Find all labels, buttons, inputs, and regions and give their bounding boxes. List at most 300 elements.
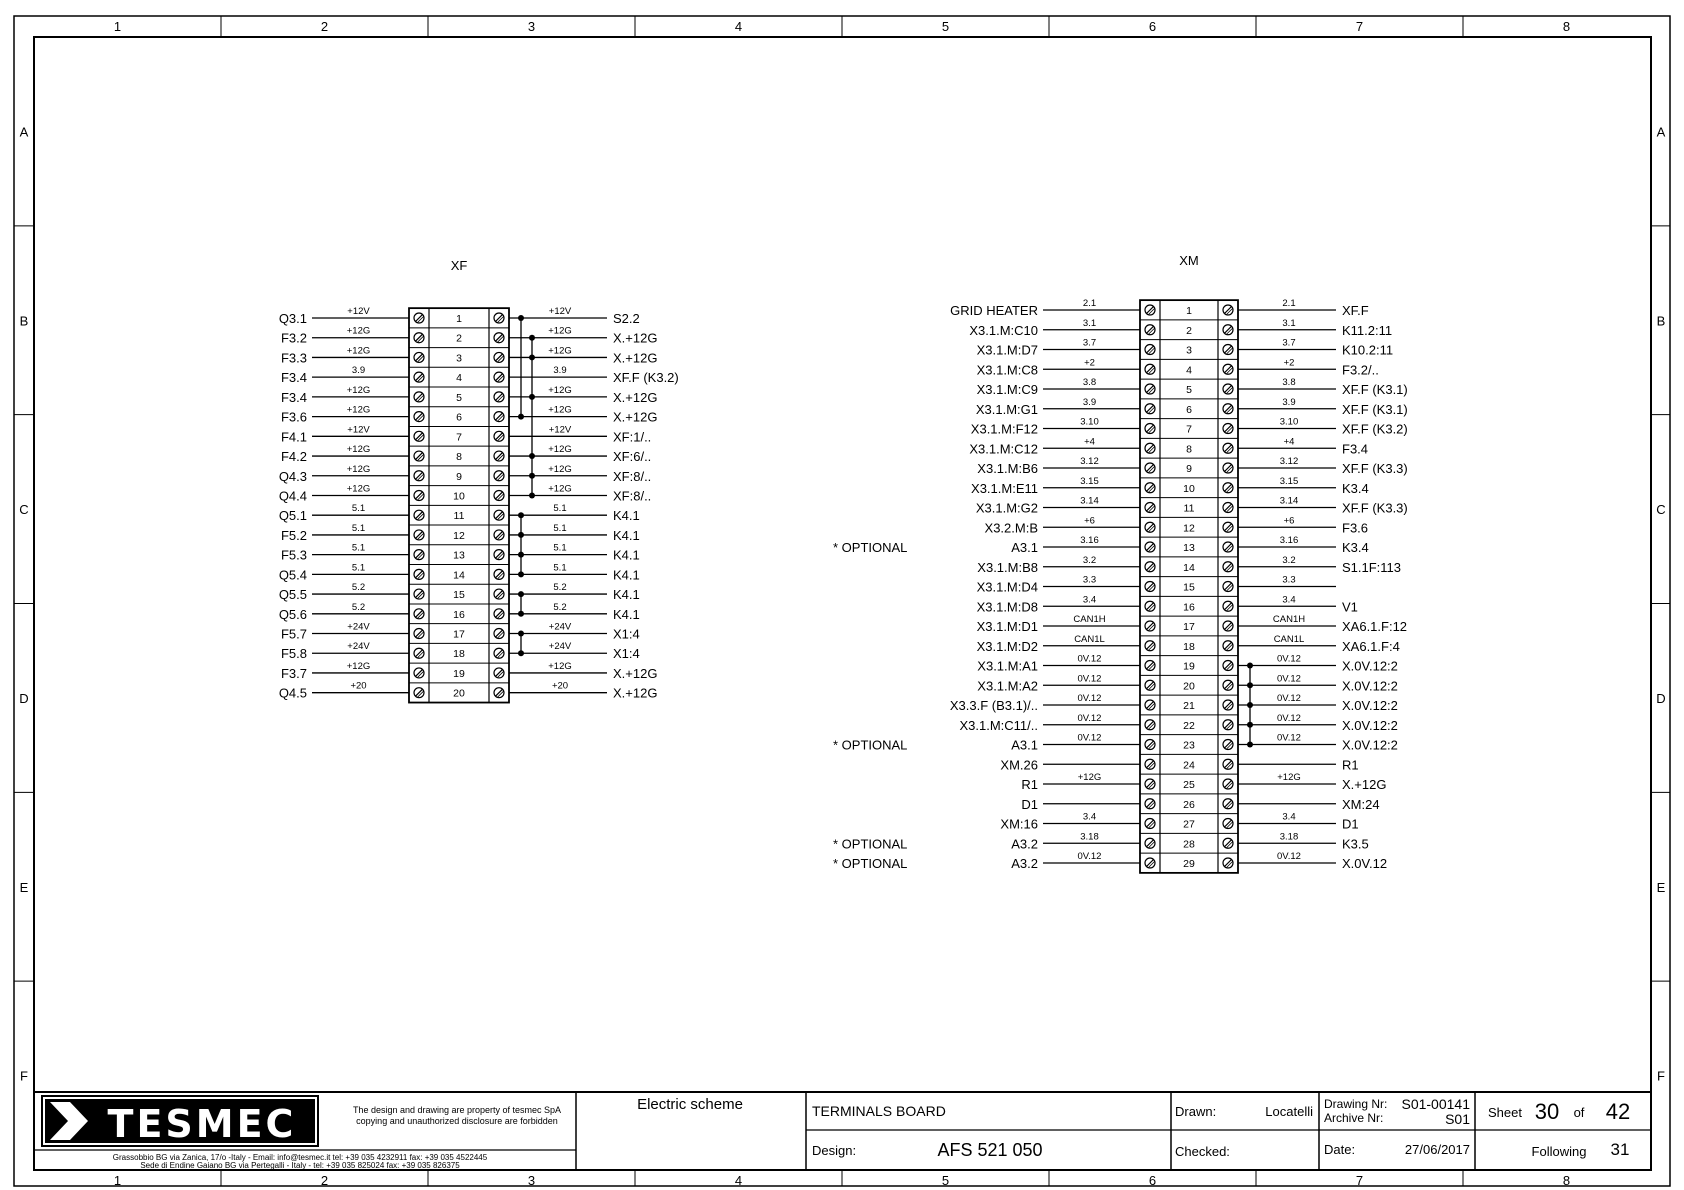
right-destination: F3.6 <box>1342 520 1369 536</box>
screw-terminal-icon <box>1145 819 1155 829</box>
terminal-number: 5 <box>1186 384 1192 396</box>
screw-terminal-icon <box>414 550 424 560</box>
screw-terminal-icon <box>1223 858 1233 868</box>
terminal-row-24 <box>1000 754 1358 772</box>
left-destination: X3.2.M:B <box>984 520 1038 536</box>
terminal-row-27 <box>1000 812 1358 832</box>
screw-terminal-icon <box>1223 483 1233 493</box>
terminal-number: 17 <box>453 628 465 641</box>
terminal-row-15 <box>279 582 640 602</box>
screw-terminal-icon <box>1145 483 1155 493</box>
terminal-row-25 <box>1021 772 1386 792</box>
terminal-row-12 <box>985 515 1368 535</box>
left-wire-label: CAN1L <box>1074 633 1105 645</box>
right-destination: XA6.1.F:4 <box>1342 638 1400 654</box>
right-wire-label: 3.1 <box>1282 317 1296 329</box>
screw-terminal-icon <box>1223 838 1233 848</box>
screw-terminal-icon <box>414 688 424 698</box>
right-destination: K4.1 <box>613 587 640 603</box>
right-wire-label: 0V.12 <box>1277 653 1301 665</box>
row-marker-right: B <box>1656 313 1666 329</box>
right-wire-label: 3.4 <box>1282 594 1296 606</box>
screw-terminal-icon <box>494 392 504 402</box>
optional-note: * OPTIONAL <box>833 856 908 871</box>
left-destination: F5.2 <box>280 527 307 543</box>
junction-dot <box>518 591 524 597</box>
left-destination: Q4.5 <box>278 685 307 701</box>
right-destination: S1.1F:113 <box>1342 559 1402 575</box>
left-wire-label: +12G <box>346 660 371 672</box>
column-marker-top: 3 <box>527 19 536 34</box>
right-destination: K4.1 <box>613 606 640 622</box>
terminal-number: 17 <box>1183 621 1195 633</box>
logo-wordmark: TESMEC <box>107 1102 297 1146</box>
screw-terminal-icon <box>494 372 504 382</box>
column-marker-bottom: 7 <box>1355 1173 1364 1188</box>
left-destination: F3.2 <box>280 330 307 346</box>
screw-terminal-icon <box>1223 700 1233 710</box>
row-marker-right: D <box>1656 690 1666 706</box>
terminal-number: 2 <box>456 332 462 345</box>
sheet-label: Sheet <box>1488 1105 1522 1120</box>
junction-dot <box>518 631 524 637</box>
column-marker-bottom: 1 <box>113 1173 122 1188</box>
screw-terminal-icon <box>1145 582 1155 592</box>
right-wire-label: 0V.12 <box>1277 673 1301 685</box>
following-sheet: 31 <box>1610 1140 1630 1159</box>
terminal-row-23 <box>833 733 1398 753</box>
row-marker-left: C <box>19 502 29 518</box>
junction-dot <box>518 315 524 321</box>
screw-terminal-icon <box>1145 858 1155 868</box>
terminal-row-13 <box>281 543 640 563</box>
screw-terminal-icon <box>414 352 424 362</box>
left-wire-label: 0V.12 <box>1077 851 1102 862</box>
screw-terminal-icon <box>1223 680 1233 690</box>
terminal-row-9 <box>977 456 1407 476</box>
left-wire-label: 3.10 <box>1080 416 1099 428</box>
terminal-row-22 <box>959 713 1397 733</box>
left-destination: R1 <box>1021 777 1038 792</box>
terminal-row-26 <box>1021 794 1379 812</box>
left-wire-label: 3.8 <box>1082 377 1097 388</box>
screw-terminal-icon <box>414 333 424 343</box>
right-wire-label: +20 <box>551 680 569 692</box>
junction-dot <box>529 354 535 360</box>
right-wire-label: 3.8 <box>1282 377 1296 388</box>
column-marker-bottom: 6 <box>1148 1173 1157 1188</box>
left-wire-label: +12V <box>347 424 370 436</box>
right-destination: XF.F (K3.2) <box>613 370 679 386</box>
right-destination: K4.1 <box>613 527 640 543</box>
screw-terminal-icon <box>494 589 504 599</box>
screw-terminal-icon <box>1223 621 1233 631</box>
total-sheets: 42 <box>1605 1099 1631 1124</box>
row-marker-right: C <box>1656 502 1666 518</box>
screw-terminal-icon <box>414 589 424 599</box>
screw-terminal-icon <box>1145 621 1155 631</box>
left-destination: Q4.4 <box>278 488 307 504</box>
terminal-row-19 <box>281 661 657 681</box>
left-destination: GRID HEATER <box>950 303 1038 318</box>
optional-note: * OPTIONAL <box>833 836 908 852</box>
terminal-number: 20 <box>453 687 465 700</box>
right-wire-label: 0V.12 <box>1277 851 1301 862</box>
screw-terminal-icon <box>1145 838 1155 848</box>
drawn-label: Drawn: <box>1175 1104 1217 1119</box>
right-destination: K3.4 <box>1342 480 1369 496</box>
right-wire-label: 3.9 <box>553 365 567 377</box>
left-destination: D1 <box>1021 796 1038 812</box>
terminal-number: 10 <box>453 490 465 503</box>
left-destination: F5.3 <box>280 547 307 563</box>
terminal-board-xm <box>833 253 1408 873</box>
right-destination: XM:24 <box>1342 796 1380 812</box>
left-wire-label: 5.2 <box>351 582 366 594</box>
screw-terminal-icon <box>1145 503 1155 513</box>
screw-terminal-icon <box>1145 522 1155 532</box>
column-marker-top: 4 <box>734 19 743 34</box>
terminal-number: 7 <box>1186 423 1192 436</box>
inner-border <box>34 37 1651 1170</box>
terminal-row-8 <box>969 436 1368 456</box>
column-marker-top: 6 <box>1148 19 1157 34</box>
junction-dot <box>529 335 535 341</box>
terminal-row-2 <box>969 318 1392 338</box>
terminal-row-5 <box>977 377 1408 397</box>
terminal-number: 1 <box>1186 305 1192 317</box>
left-destination: X3.1.M:E11 <box>971 480 1038 496</box>
screw-terminal-icon <box>494 333 504 343</box>
screw-terminal-icon <box>494 352 504 362</box>
screw-terminal-icon <box>1145 700 1155 710</box>
terminal-row-3 <box>281 345 657 365</box>
terminal-row-15 <box>977 575 1336 595</box>
terminal-number: 2 <box>1186 324 1192 337</box>
drawing-nr-label: Drawing Nr: <box>1324 1097 1388 1111</box>
screw-terminal-icon <box>1223 503 1233 513</box>
terminal-number: 20 <box>1183 680 1195 693</box>
drawing-frame <box>14 16 1670 1188</box>
left-wire-label: 0V.12 <box>1077 712 1102 724</box>
junction-dot <box>529 492 535 498</box>
checked-label: Checked: <box>1175 1144 1230 1159</box>
terminal-row-19 <box>977 654 1398 674</box>
screw-terminal-icon <box>494 550 504 560</box>
right-wire-label: 3.15 <box>1279 475 1299 487</box>
terminal-row-10 <box>971 476 1369 496</box>
left-destination: Q5.5 <box>278 587 307 603</box>
left-destination: X3.1.M:C12 <box>969 441 1038 457</box>
screw-terminal-icon <box>414 530 424 540</box>
left-destination: X3.1.M:B8 <box>977 559 1038 575</box>
terminal-number: 24 <box>1183 759 1195 772</box>
left-destination: F3.4 <box>280 370 307 386</box>
screw-terminal-icon <box>1223 305 1233 315</box>
screw-terminal-icon <box>1223 364 1233 374</box>
right-destination: X.0V.12:2 <box>1342 717 1398 733</box>
terminal-number: 21 <box>1183 700 1195 712</box>
terminal-row-29 <box>833 851 1387 871</box>
junction-dot <box>529 453 535 459</box>
column-marker-bottom: 2 <box>320 1173 329 1188</box>
row-marker-right: F <box>1657 1068 1665 1084</box>
screw-terminal-icon <box>1223 443 1233 453</box>
right-destination: K3.5 <box>1342 836 1369 852</box>
left-wire-label: 5.1 <box>351 522 366 534</box>
screw-terminal-icon <box>1145 720 1155 730</box>
screw-terminal-icon <box>1145 680 1155 690</box>
left-wire-label: 3.2 <box>1082 554 1097 566</box>
right-destination: X.0V.12:2 <box>1342 658 1398 674</box>
left-destination: X3.1.M:C8 <box>976 362 1038 378</box>
terminal-number: 5 <box>456 391 462 404</box>
left-wire-label: 3.9 <box>351 365 366 377</box>
left-destination: X3.1.M:C9 <box>976 382 1038 397</box>
screw-terminal-icon <box>1145 740 1155 750</box>
outer-border <box>14 16 1670 1186</box>
optional-note: * OPTIONAL <box>833 540 908 555</box>
screw-terminal-icon <box>1223 424 1233 434</box>
screw-terminal-icon <box>414 668 424 678</box>
terminal-number: 25 <box>1183 779 1195 791</box>
terminal-row-2 <box>281 326 657 346</box>
terminal-number: 15 <box>1183 581 1195 594</box>
right-wire-label: +12G <box>548 345 572 357</box>
screw-terminal-icon <box>494 569 504 579</box>
right-destination: X.+12G <box>1342 777 1387 792</box>
right-wire-label: CAN1H <box>1272 614 1306 625</box>
left-wire-label: 5.1 <box>351 503 366 515</box>
column-marker-top: 1 <box>113 19 122 34</box>
junction-dot <box>518 611 524 617</box>
right-destination: V1 <box>1342 599 1358 615</box>
right-destination: X.0V.12:2 <box>1342 737 1398 753</box>
left-wire-label: +12G <box>346 384 371 396</box>
right-wire-label: 3.10 <box>1279 416 1299 428</box>
left-destination: F3.3 <box>280 350 307 366</box>
terminal-row-20 <box>279 681 658 701</box>
terminal-row-14 <box>279 562 640 582</box>
board-title: XF <box>450 258 468 273</box>
screw-terminal-icon <box>494 490 504 500</box>
screw-terminal-icon <box>1145 443 1155 453</box>
left-destination: F3.4 <box>280 389 307 405</box>
terminal-row-11 <box>279 503 640 523</box>
screw-terminal-icon <box>1223 740 1233 750</box>
right-destination: X.0V.12:2 <box>1342 678 1398 694</box>
terminal-number: 3 <box>456 352 462 365</box>
screw-terminal-icon <box>1145 641 1155 651</box>
column-marker-bottom: 5 <box>941 1173 950 1188</box>
right-destination: X1:4 <box>613 646 640 662</box>
right-destination: R1 <box>1342 757 1359 773</box>
right-destination: XF.F (K3.2) <box>1342 421 1408 437</box>
left-wire-label: +12G <box>346 483 371 495</box>
left-wire-label: +6 <box>1084 515 1095 527</box>
right-wire-label: +12G <box>548 384 572 396</box>
terminal-row-7 <box>281 424 651 444</box>
right-wire-label: 5.1 <box>553 562 567 574</box>
junction-dot <box>1247 663 1253 669</box>
junction-dot <box>518 414 524 420</box>
left-destination: X3.1.M:C10 <box>969 322 1038 338</box>
left-wire-label: +12G <box>1077 772 1102 783</box>
screw-terminal-icon <box>1223 582 1233 592</box>
terminal-row-13 <box>833 535 1369 555</box>
terminal-number: 18 <box>453 648 465 661</box>
screw-terminal-icon <box>1223 345 1233 355</box>
left-wire-label: 3.4 <box>1082 811 1097 823</box>
screw-terminal-icon <box>414 471 424 481</box>
row-marker-left: D <box>19 690 29 706</box>
junction-dot <box>1247 742 1253 748</box>
left-wire-label: +20 <box>350 680 367 692</box>
terminal-row-9 <box>279 464 651 484</box>
left-destination: X3.1.M:F12 <box>970 421 1038 437</box>
left-wire-label: +24V <box>347 621 370 633</box>
right-destination: X.+12G <box>613 389 658 405</box>
right-wire-label: +12G <box>548 404 572 416</box>
right-wire-label: +12V <box>548 306 572 317</box>
left-wire-label: 5.2 <box>351 601 366 613</box>
terminal-row-21 <box>950 693 1398 713</box>
scheme-type: Electric scheme <box>637 1096 743 1113</box>
terminal-row-4 <box>281 365 679 385</box>
left-destination: X3.1.M:A1 <box>977 658 1038 674</box>
junction-dot <box>529 473 535 479</box>
left-destination: X3.3.F (B3.1)/.. <box>949 698 1038 713</box>
screw-terminal-icon <box>1145 463 1155 473</box>
right-wire-label: +6 <box>1283 515 1295 527</box>
terminal-number: 10 <box>1183 482 1195 495</box>
left-destination: X3.1.M:D7 <box>976 342 1038 358</box>
terminal-number: 16 <box>453 608 465 621</box>
right-wire-label: +2 <box>1283 357 1295 369</box>
screw-terminal-icon <box>1223 542 1233 552</box>
terminal-row-18 <box>977 634 1400 654</box>
left-wire-label: 3.14 <box>1080 495 1099 507</box>
of-label: of <box>1573 1105 1585 1120</box>
screw-terminal-icon <box>414 412 424 422</box>
screw-terminal-icon <box>414 372 424 382</box>
screw-terminal-icon <box>414 569 424 579</box>
left-wire-label: 5.1 <box>351 562 366 574</box>
left-destination: A3.2 <box>1011 856 1038 871</box>
right-destination: K4.1 <box>613 567 640 583</box>
left-wire-label: +12V <box>347 306 370 317</box>
terminal-number: 19 <box>453 667 465 680</box>
terminal-row-7 <box>971 417 1408 437</box>
left-wire-label: 0V.12 <box>1077 653 1102 665</box>
right-wire-label: 5.1 <box>553 503 567 515</box>
screw-terminal-icon <box>1145 404 1155 414</box>
screw-terminal-icon <box>1145 779 1155 789</box>
left-wire-label: +12G <box>346 404 371 416</box>
terminal-number: 1 <box>456 313 462 325</box>
left-wire-label: 0V.12 <box>1077 673 1102 685</box>
terminal-number: 16 <box>1183 601 1195 614</box>
terminal-row-14 <box>977 555 1401 575</box>
company-address-main: Grassobbio BG via Zanica, 17/o -Italy - Email: info@tesmec.it tel: +39 035 4232911 fax: +39 035 4522445 <box>112 1153 488 1162</box>
terminal-number: 8 <box>456 451 462 464</box>
left-destination: Q5.1 <box>278 508 307 524</box>
right-destination: X.+12G <box>613 665 658 681</box>
screw-terminal-icon <box>494 609 504 619</box>
screw-terminal-icon <box>1223 384 1233 394</box>
row-marker-left: A <box>19 124 29 140</box>
terminal-row-3 <box>977 338 1394 358</box>
junction-dot <box>518 552 524 558</box>
terminal-row-20 <box>977 673 1398 693</box>
screw-terminal-icon <box>1223 463 1233 473</box>
right-destination: XF.F <box>1342 303 1369 318</box>
column-marker-bottom: 8 <box>1562 1173 1571 1188</box>
junction-dot <box>518 512 524 518</box>
sheet-number: 30 <box>1534 1099 1560 1124</box>
right-wire-label: +12G <box>548 325 572 337</box>
terminal-row-16 <box>977 594 1358 614</box>
terminal-row-6 <box>976 397 1408 417</box>
left-wire-label: +24V <box>347 641 370 653</box>
sheet-title: TERMINALS BOARD <box>812 1103 946 1119</box>
terminal-number: 6 <box>1186 403 1192 416</box>
left-destination: X3.1.M:D4 <box>976 579 1038 595</box>
left-destination: X3.1.M:A2 <box>977 678 1038 694</box>
screw-terminal-icon <box>1145 799 1155 809</box>
left-wire-label: 2.1 <box>1082 298 1097 309</box>
row-marker-right: A <box>1656 124 1666 140</box>
row-marker-left: F <box>20 1068 28 1084</box>
screw-terminal-icon <box>1145 384 1155 394</box>
left-destination: X3.1.M:G1 <box>975 401 1038 417</box>
terminal-number: 11 <box>453 510 465 523</box>
right-destination: K11.2:11 <box>1342 322 1393 338</box>
terminal-number: 14 <box>1183 561 1195 574</box>
left-destination: F3.6 <box>280 409 307 425</box>
left-destination: Q4.3 <box>278 468 307 484</box>
right-destination: XF:1/.. <box>613 429 652 445</box>
drawing-nr-value: S01-00141 <box>1401 1096 1470 1112</box>
left-wire-label: 3.15 <box>1080 475 1099 487</box>
left-destination: X3.1.M:D1 <box>976 619 1038 634</box>
right-wire-label: +12G <box>548 444 572 456</box>
left-wire-label: 0V.12 <box>1077 732 1102 744</box>
right-wire-label: 0V.12 <box>1277 712 1301 724</box>
screw-terminal-icon <box>1223 759 1233 769</box>
screw-terminal-icon <box>1145 601 1155 611</box>
left-wire-label: +12G <box>346 345 371 357</box>
right-wire-label: 3.14 <box>1279 495 1299 507</box>
left-destination: F5.7 <box>280 626 307 642</box>
right-wire-label: 3.9 <box>1282 396 1296 408</box>
right-destination: K10.2:11 <box>1342 342 1394 358</box>
terminal-row-4 <box>977 357 1379 377</box>
right-destination: D1 <box>1342 816 1359 832</box>
right-destination: X.+12G <box>613 350 658 366</box>
screw-terminal-icon <box>1223 661 1233 671</box>
left-wire-label: 5.1 <box>351 542 366 554</box>
right-destination: X1:4 <box>613 626 640 642</box>
column-marker-top: 2 <box>320 19 329 34</box>
screw-terminal-icon <box>414 431 424 441</box>
junction-dot <box>1247 722 1253 728</box>
terminal-number: 26 <box>1183 798 1195 811</box>
screw-terminal-icon <box>414 629 424 639</box>
ownership-notice: The design and drawing are property of tesmec SpA <box>352 1105 562 1115</box>
left-wire-label: 3.7 <box>1082 337 1097 349</box>
right-wire-label: +24V <box>548 621 572 633</box>
